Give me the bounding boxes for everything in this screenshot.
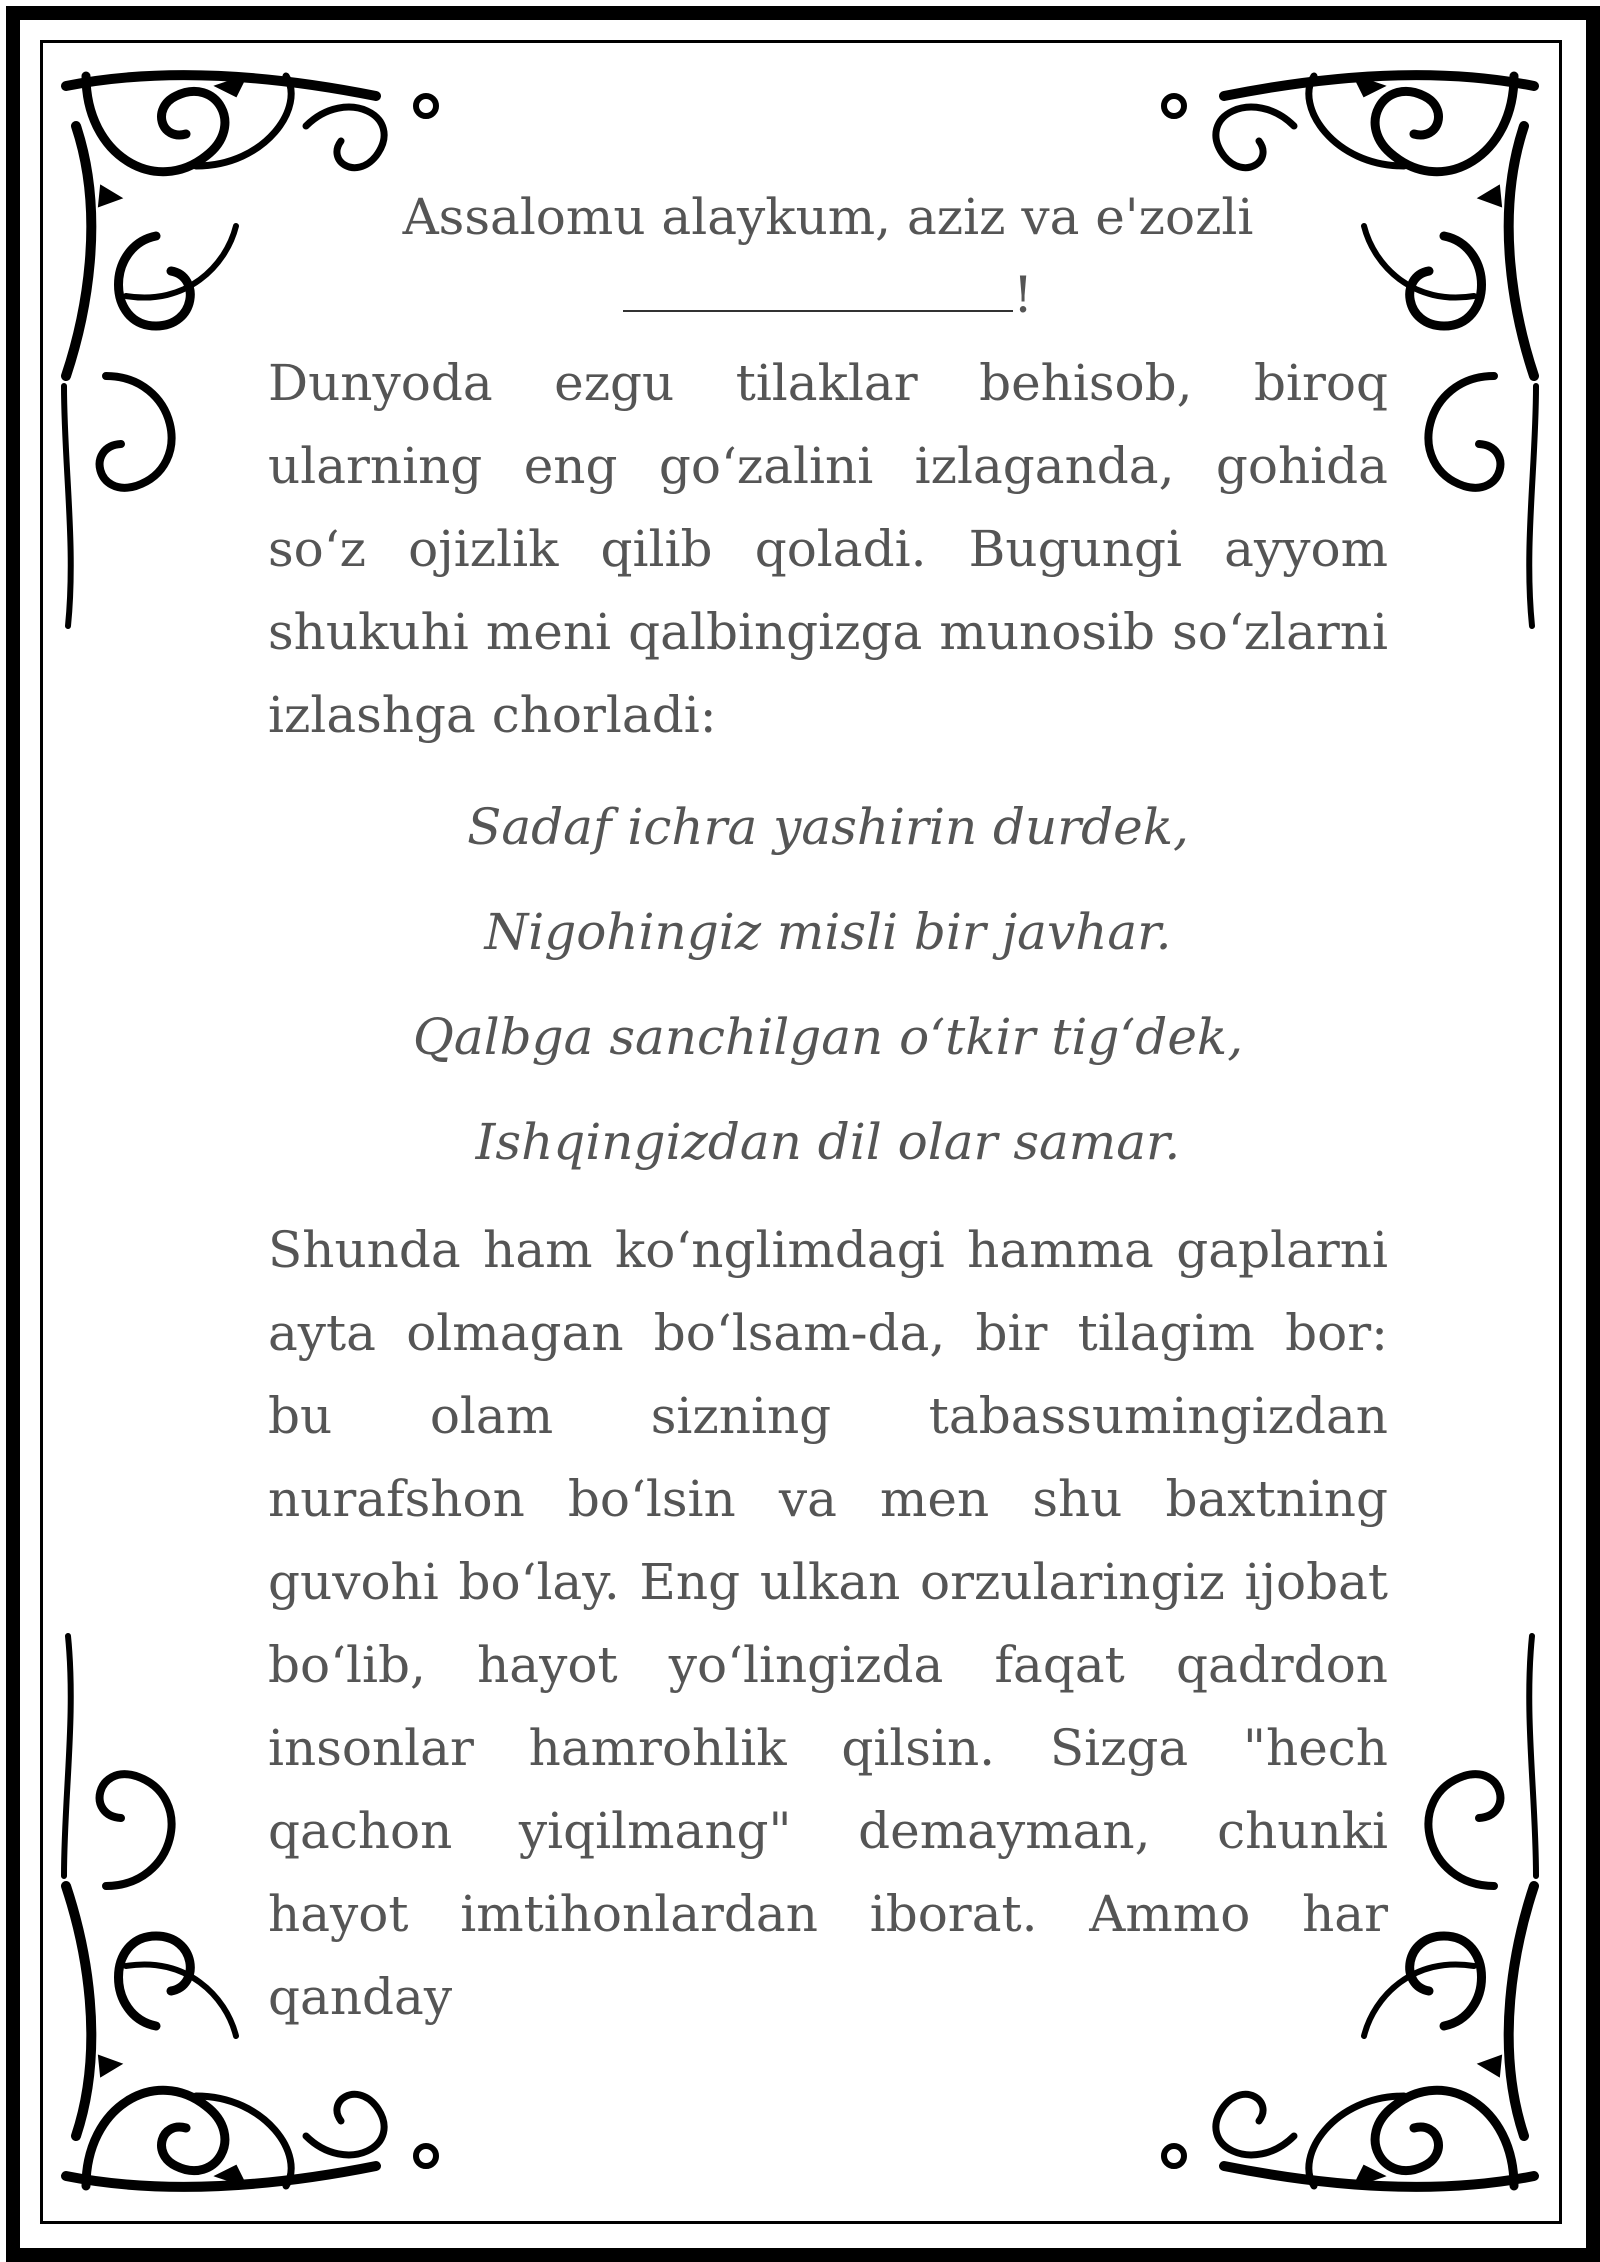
greeting-exclamation: !: [1012, 266, 1034, 324]
poem-line-3: Qalbga sanchilgan o‘tkir tig‘dek,: [412, 1008, 1244, 1066]
greeting-line: [268, 178, 1388, 334]
greeting-text: Assalomu alaykum, aziz va e'zozli: [402, 188, 1254, 246]
poem-stanza: [268, 775, 1388, 1195]
poem-line-2: Nigohingiz misli bir javhar.: [484, 903, 1172, 961]
wishes-paragraph: Shunda ham ko‘nglimdagi hamma gaplarni ayta olmagan bo‘lsam-da, bir tilagim bor: bu olam sizning tabassumingizdan nurafshon bo‘lsin va men shu baxtning guvohi bo‘lay. Eng ulkan orzularingiz ijobat bo‘lib, hayot yo‘lingizda faqat qadrdon insonlar hamrohlik qilsin. Sizga "hech qachon yiqilmang" demayman, chunki hayot imtihonlardan iborat. Ammo har qanday: [268, 1221, 1388, 2026]
letter-body: [268, 178, 1388, 2057]
recipient-blank: [623, 270, 1013, 312]
poem-line-4: Ishqingizdan dil olar samar.: [475, 1113, 1181, 1171]
intro-paragraph: Dunyoda ezgu tilaklar behisob, biroq ularning eng go‘zalini izlaganda, gohida so‘z ojizlik qilib qoladi. Bugungi ayyom shukuhi meni qalbingizga munosib so‘zlarni izlashga chorladi:: [268, 354, 1388, 744]
poem-line-1: Sadaf ichra yashirin durdek,: [467, 798, 1189, 856]
